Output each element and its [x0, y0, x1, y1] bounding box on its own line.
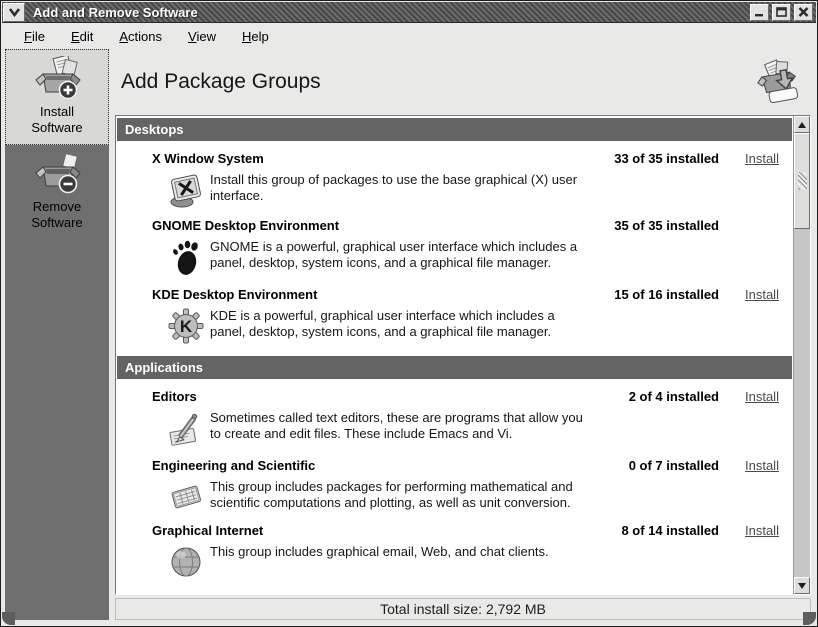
package-group-description: KDE is a powerful, graphical user interface which includes a panel, desktop, system icons, and a graphical file manager. — [210, 308, 555, 339]
installed-count: 0 of 7 installed — [628, 458, 719, 473]
resize-grip-left[interactable] — [2, 612, 15, 625]
maximize-button[interactable] — [772, 4, 791, 21]
menu-file[interactable]: File — [24, 28, 45, 44]
installed-count: 8 of 14 installed — [621, 523, 719, 538]
package-group-description: Sometimes called text editors, these are programs that allow you to create and edit files. These include Emacs and Vi. — [210, 410, 583, 441]
menu-edit[interactable]: Edit — [70, 28, 94, 44]
page-header — [115, 49, 811, 115]
row-engineering-scientific — [116, 458, 793, 513]
row-editors — [116, 389, 793, 448]
package-group-description: This group includes packages for performing mathematical and scientific computations and plotting, as well as unit conversion. — [210, 479, 573, 510]
x-window-icon — [167, 172, 205, 208]
calculator-icon — [167, 479, 205, 513]
scrollbar-grip-icon — [798, 172, 807, 190]
minimize-button[interactable] — [750, 4, 769, 21]
install-software-icon — [31, 56, 83, 102]
package-group-title: X Window System — [152, 151, 264, 166]
package-group-title: Graphical Internet — [152, 523, 264, 538]
minimize-icon — [754, 8, 765, 17]
window-menu-button[interactable] — [3, 3, 25, 22]
window-title: Add and Remove Software — [33, 4, 198, 20]
editors-pencil-icon — [167, 410, 205, 448]
package-group-list — [115, 115, 811, 595]
gnome-foot-icon — [171, 239, 201, 277]
globe-icon — [168, 544, 204, 580]
svg-text:K: K — [179, 317, 193, 336]
close-icon — [798, 7, 809, 17]
package-group-description: This group includes graphical email, Web, and chat clients. — [210, 544, 549, 559]
installed-count: 2 of 4 installed — [628, 389, 719, 404]
kde-gear-icon — [168, 308, 204, 344]
scroll-up-button[interactable] — [794, 116, 810, 133]
install-link[interactable]: Install — [745, 287, 779, 302]
row-gnome-desktop — [116, 218, 793, 277]
install-link[interactable]: Install — [745, 458, 779, 473]
package-group-title: GNOME Desktop Environment — [152, 218, 340, 233]
installed-count: 33 of 35 installed — [614, 151, 719, 166]
sidebar-item-label: Remove Software — [31, 199, 83, 230]
menu-view[interactable]: View — [188, 28, 216, 44]
titlebar[interactable] — [2, 2, 816, 23]
installed-count: 35 of 35 installed — [614, 218, 719, 233]
vertical-scrollbar[interactable] — [793, 116, 810, 594]
remove-software-icon — [31, 151, 83, 197]
install-link[interactable]: Install — [745, 151, 779, 166]
installed-count: 15 of 16 installed — [614, 287, 719, 302]
resize-grip-right[interactable] — [803, 612, 816, 625]
row-x-window-system — [116, 151, 793, 208]
scroll-down-button[interactable] — [794, 577, 810, 594]
package-group-title: Engineering and Scientific — [152, 458, 316, 473]
package-group-description: Install this group of packages to use the base graphical (X) user interface. — [210, 172, 578, 203]
section-header-desktops: Desktops — [117, 118, 792, 141]
maximize-icon — [776, 7, 787, 17]
package-group-description: GNOME is a powerful, graphical user interface which includes a panel, desktop, system icons, and a graphical file manager. — [210, 239, 578, 270]
menu-actions[interactable]: Actions — [119, 28, 163, 44]
scrollbar-thumb[interactable] — [794, 133, 810, 229]
package-group-title: KDE Desktop Environment — [152, 287, 318, 302]
add-packages-icon — [755, 57, 805, 107]
window-menu-icon — [8, 7, 21, 18]
menubar — [5, 24, 813, 48]
menu-help[interactable]: Help — [241, 28, 269, 44]
sidebar-item-label: Install Software — [31, 104, 83, 135]
row-graphical-internet — [116, 523, 793, 580]
row-kde-desktop — [116, 287, 793, 344]
section-header-applications: Applications — [117, 356, 792, 379]
package-group-title: Editors — [152, 389, 197, 404]
scrollbar-track[interactable] — [794, 133, 810, 577]
package-group-list-viewport — [116, 116, 793, 594]
install-link[interactable]: Install — [745, 523, 779, 538]
arrow-down-icon — [798, 583, 806, 589]
sidebar — [5, 49, 109, 620]
install-link[interactable]: Install — [745, 389, 779, 404]
page-title: Add Package Groups — [121, 70, 321, 93]
sidebar-item-remove-software[interactable] — [5, 145, 109, 239]
status-bar: Total install size: 2,792 MB — [115, 598, 811, 620]
arrow-up-icon — [798, 122, 806, 128]
close-button[interactable] — [794, 4, 813, 21]
sidebar-item-install-software[interactable] — [5, 49, 109, 145]
